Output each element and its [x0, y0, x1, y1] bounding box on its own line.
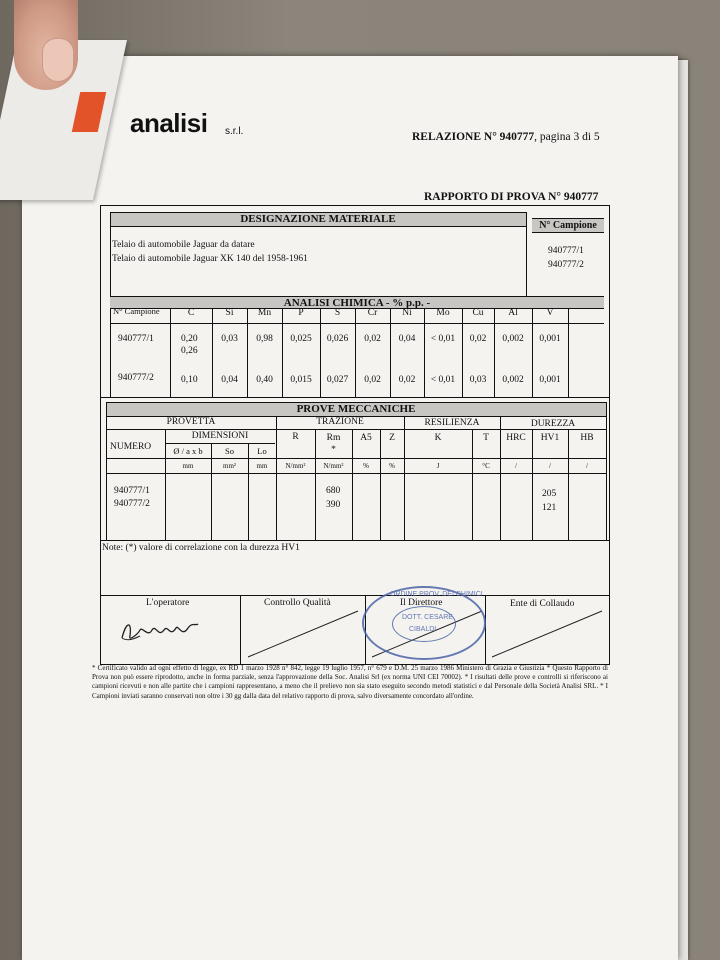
- rule: [568, 309, 569, 397]
- operatore-signature: [118, 616, 208, 651]
- resilienza-head: RESILIENZA: [424, 418, 480, 428]
- ac-row1-s: 0,026: [326, 334, 349, 344]
- traz-col-z: Z: [389, 433, 395, 443]
- rule: [110, 309, 111, 397]
- ac-row1-cr: 0,02: [364, 334, 381, 344]
- traz-col-a5: A5: [360, 433, 372, 443]
- trazione-head: TRAZIONE: [316, 417, 364, 427]
- stamp-top-text: ORDINE PROV. DEI CHIMICI: [390, 591, 483, 598]
- unit: N/mm²: [323, 462, 344, 470]
- rule: [106, 458, 606, 459]
- operatore-label: L'operatore: [146, 598, 190, 608]
- finger: [14, 0, 78, 90]
- analisi-title: ANALISI CHIMICA - % p.p. -: [283, 297, 431, 309]
- unit: J: [436, 462, 440, 470]
- campione-2: 940777/2: [548, 260, 584, 270]
- ac-row2-s: 0,027: [326, 375, 349, 385]
- ac-row2-mn: 0,40: [256, 375, 273, 385]
- rule: [526, 212, 527, 296]
- ac-head-cu: Cu: [472, 308, 484, 318]
- ac-row2-c: 0,10: [181, 375, 198, 385]
- ac-row1-al: 0,002: [502, 334, 524, 344]
- ac-row2-ni: 0,02: [398, 375, 416, 385]
- qualita-label: Controllo Qualità: [264, 598, 331, 608]
- unit: mm²: [223, 462, 236, 470]
- designazione-band: [110, 212, 526, 227]
- pm-sample-2: 940777/2: [114, 499, 150, 509]
- rule: [100, 540, 610, 541]
- rule: [248, 443, 249, 540]
- qualita-slash: [248, 611, 358, 657]
- ac-row1-cu: 0,02: [469, 334, 487, 344]
- traz-col-rm: Rm: [326, 433, 341, 443]
- ac-head-mo: Mo: [436, 308, 450, 318]
- rule: [606, 402, 607, 540]
- ac-head-al: Al: [508, 308, 518, 318]
- ac-row2-v: 0,001: [539, 375, 561, 385]
- rule: [165, 443, 275, 444]
- rule: [532, 429, 533, 540]
- campione-label: N° Campione: [539, 220, 597, 231]
- hv1-value-1: 205: [542, 489, 557, 499]
- campione-1: 940777/1: [548, 246, 584, 256]
- ac-row2-mo: < 0,01: [430, 375, 456, 385]
- collaudo-slash: [492, 611, 602, 657]
- handwritten-signature: [118, 616, 208, 646]
- ac-row1-mn: 0,98: [256, 334, 273, 344]
- dim-col-so: So: [225, 446, 234, 456]
- material-1: Telaio di automobile Jaguar da datare: [112, 240, 255, 250]
- unit: mm: [256, 462, 268, 470]
- ac-row2-si: 0,04: [221, 375, 238, 385]
- numero-head: NUMERO: [110, 442, 152, 452]
- ac-row2-al: 0,002: [502, 375, 524, 385]
- rule: [170, 309, 171, 397]
- res-col-k: K: [434, 433, 442, 443]
- rm-value-2: 390: [326, 500, 341, 510]
- unit: mm: [182, 462, 194, 470]
- ac-head-v: V: [546, 308, 554, 318]
- dim-col-lo: Lo: [257, 446, 267, 456]
- ac-head-cr: Cr: [367, 308, 378, 318]
- rm-value-1: 680: [326, 486, 341, 496]
- legal-footnote: * Certificato valido ad ogni effetto di legge, ex RD 1 marzo 1928 n° 842, legge 19 luglio 1957, n° 679 e D.M. 25 marzo 1986 Ministero di Grazia e Giustizia * Questo Rapporto di Prova non può essere riprodotto, anche in forma parziale, senza l'approvazione della Soc. Analisi Srl (ex norma UNI CEI 70002). * I risultati delle prove e controlli si riferiscono ai campioni ricevuti e non alle partite che i campioni rappresentano, a meno che il prelievo non sia stato eseguito secondo metodi statistici e dal Personale della Società Analisi SRL. * I Campioni inviati saranno conservati non oltre i 30 gg dalla data del relativo rapporto di prova, salvo diversamente concordato all'ordine.: [92, 664, 608, 700]
- ac-head-ni: Ni: [402, 308, 412, 318]
- durezza-head: DUREZZA: [530, 419, 576, 429]
- company-logo: analisi: [130, 108, 208, 138]
- ac-row2-cr: 0,02: [364, 375, 381, 385]
- prove-title: PROVE MECCANICHE: [296, 403, 416, 415]
- ac-head-si: Si: [225, 308, 234, 318]
- material-2: Telaio di automobile Jaguar XK 140 del 1958-1961: [112, 254, 308, 264]
- campione-band: [532, 218, 604, 233]
- ac-row2-sample: 940777/2: [118, 373, 154, 383]
- relazione-page: , pagina 3 di 5: [534, 131, 600, 143]
- company-suffix: s.r.l.: [225, 126, 244, 137]
- ac-row1-v: 0,001: [539, 334, 561, 344]
- unit: °C: [482, 462, 490, 470]
- direttore-label: Il Direttore: [400, 598, 443, 608]
- ac-row1-c2: 0,26: [181, 346, 198, 356]
- unit: /: [549, 462, 551, 470]
- pm-sample-1: 940777/1: [114, 486, 150, 496]
- rule: [211, 443, 212, 540]
- stamp-mid-text: DOTT. CESARE: [402, 614, 453, 621]
- ac-row1-sample: 940777/1: [118, 334, 154, 344]
- unit: /: [515, 462, 517, 470]
- rule: [568, 429, 569, 540]
- rule: [100, 595, 610, 596]
- dim-col-diam: Ø / a x b: [173, 446, 203, 456]
- fingernail: [42, 38, 74, 82]
- rule: [472, 429, 473, 540]
- official-stamp: [362, 586, 486, 660]
- ac-row1-mo: < 0,01: [430, 334, 456, 344]
- stamp-inner-ring: [392, 606, 456, 642]
- ac-row2-cu: 0,03: [469, 375, 487, 385]
- dur-col-hrc: HRC: [506, 433, 526, 443]
- hv1-value-2: 121: [542, 503, 557, 513]
- ac-row1-ni: 0,04: [398, 334, 416, 344]
- unit: %: [363, 462, 369, 470]
- ac-head-p: P: [298, 308, 304, 318]
- dur-col-hb: HB: [580, 433, 594, 443]
- rule: [380, 429, 381, 540]
- ac-row1-p: 0,025: [290, 334, 312, 344]
- relazione-label: RELAZIONE N° 940777: [412, 131, 535, 143]
- note: Note: (*) valore di correlazione con la durezza HV1: [102, 543, 300, 553]
- rm-correlation-mark: *: [331, 445, 336, 455]
- dimensioni-head: DIMENSIONI: [191, 431, 249, 441]
- ac-row1-si: 0,03: [221, 334, 238, 344]
- ac-head-mn: Mn: [257, 308, 272, 318]
- unit: /: [586, 462, 588, 470]
- ac-row2-p: 0,015: [290, 375, 312, 385]
- rule: [110, 212, 111, 296]
- designazione-title: DESIGNAZIONE MATERIALE: [240, 213, 396, 225]
- rule: [110, 323, 604, 324]
- prove-band: [106, 402, 606, 417]
- ac-head-campione: N° Campione: [113, 306, 160, 316]
- provetta-head: PROVETTA: [166, 417, 216, 427]
- rule: [100, 397, 610, 398]
- ac-row1-c: 0,20: [181, 334, 198, 344]
- traz-col-r: R: [292, 432, 299, 442]
- stamp-low-text: CIBALDI: [409, 626, 437, 633]
- unit: N/mm²: [285, 462, 306, 470]
- relazione-number: [412, 131, 600, 143]
- unit: %: [389, 462, 395, 470]
- ac-head-s: S: [334, 308, 341, 318]
- ac-head-c: C: [187, 308, 195, 318]
- rapporto-number: RAPPORTO DI PROVA N° 940777: [424, 191, 599, 203]
- rule: [352, 429, 353, 540]
- rule: [106, 473, 606, 474]
- collaudo-label: Ente di Collaudo: [510, 599, 575, 609]
- dur-col-hv1: HV1: [540, 433, 560, 443]
- res-col-t: T: [483, 433, 489, 443]
